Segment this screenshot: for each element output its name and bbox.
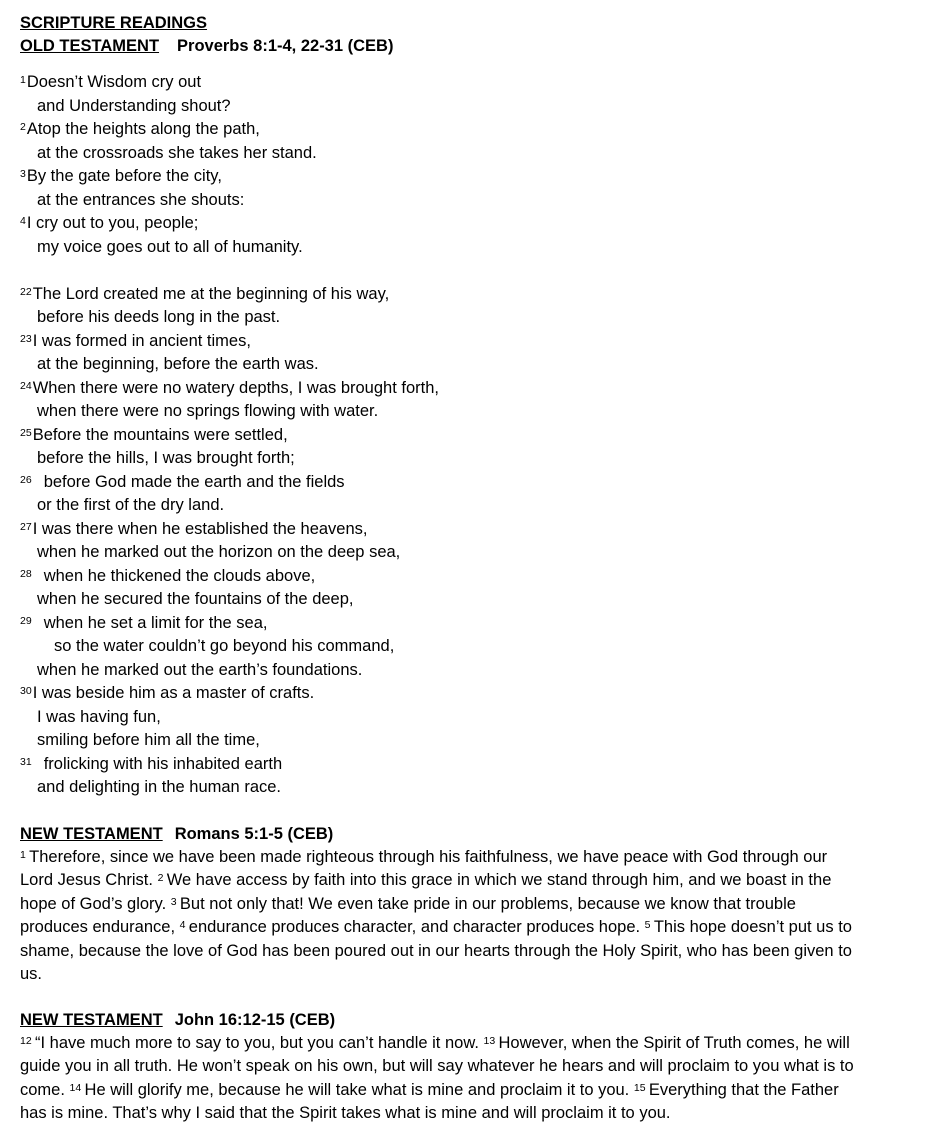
verse-line <box>20 541 925 565</box>
verse-line <box>20 330 925 354</box>
verse-line <box>20 471 925 495</box>
verse-text: guide you in all truth. He won’t speak on his own, but will say whatever he hears and will proclaim to you what is to <box>20 1057 854 1075</box>
verse-text: when he marked out the earth’s foundations. <box>37 660 363 679</box>
verse-text: us. <box>20 965 43 983</box>
verse-line <box>20 706 925 730</box>
john-passage <box>20 1032 925 1126</box>
verse-line <box>20 729 925 753</box>
passage-reference: John 16:12-15 (CEB) <box>174 1010 336 1029</box>
verse-text: at the beginning, before the earth was. <box>37 355 319 373</box>
verse-text: Atop the heights along the path, <box>26 120 260 138</box>
verse-text: We have access by faith into this grace in which we stand through him, and we boast in the <box>166 871 832 889</box>
verse-line <box>20 306 925 330</box>
passage-reference: Proverbs 8:1-4, 22-31 (CEB) <box>177 37 394 55</box>
verse-number: 2 <box>157 872 164 884</box>
verse-line <box>20 447 925 471</box>
verse-number: 28 <box>20 567 32 580</box>
verse-text: endurance produces character, and character produces hope. <box>188 918 645 936</box>
verse-text: He will glorify me, because he will take what is mine and proclaim it to you. <box>84 1080 634 1099</box>
verse-number: 30 <box>20 685 32 697</box>
verse-line <box>20 494 925 518</box>
verse-number: 23 <box>20 332 32 345</box>
verse-text: Lord Jesus Christ. <box>20 871 158 889</box>
verse-line <box>20 565 925 589</box>
verse-number: 1 <box>20 74 26 86</box>
verse-number: 14 <box>69 1081 82 1094</box>
verse-line <box>20 588 925 612</box>
section-label: NEW TESTAMENT <box>20 824 163 843</box>
verse-number: 2 <box>20 121 26 133</box>
verse-text: come. <box>20 1080 70 1099</box>
verse-number: 4 <box>179 919 186 931</box>
verse-line <box>20 142 925 166</box>
verse-text: I was formed in ancient times, <box>32 331 251 350</box>
verse-text: before God made the earth and the fields <box>43 472 345 491</box>
verse-number: 3 <box>20 168 26 180</box>
verse-line <box>20 753 925 777</box>
verse-line <box>20 283 925 307</box>
verse-number: 1 <box>20 848 26 861</box>
verse-text: “I have much more to say to you, but you can’t handle it now. <box>35 1033 484 1052</box>
verse-line <box>20 518 925 542</box>
verse-text: The Lord created me at the beginning of his way, <box>32 284 390 303</box>
verse-text: However, when the Spirit of Truth comes, he will <box>498 1033 850 1052</box>
verse-text: But not only that! We even take pride in our problems, because we know that trouble <box>179 894 796 913</box>
verse-number: 4 <box>20 215 26 227</box>
verse-text: at the entrances she shouts: <box>37 190 245 209</box>
verse-text: I was having fun, <box>37 707 161 726</box>
verse-text: has is mine. That’s why I said that the Spirit takes what is mine and will proclaim it to you. <box>20 1104 671 1122</box>
verse-number: 22 <box>20 285 32 298</box>
verse-text: my voice goes out to all of humanity. <box>37 237 303 256</box>
verse-text: Therefore, since we have been made righteous through his faithfulness, we have peace with God through our <box>29 847 828 866</box>
verse-line <box>20 424 925 448</box>
verse-line <box>20 189 925 213</box>
verse-number: 29 <box>20 614 32 627</box>
verse-text: before the hills, I was brought forth; <box>37 449 295 467</box>
verse-number: 27 <box>20 520 32 533</box>
verse-text: smiling before him all the time, <box>37 731 260 749</box>
verse-text: when there were no springs flowing with water. <box>37 402 379 420</box>
verse-line <box>20 776 925 800</box>
verse-text: By the gate before the city, <box>26 167 222 185</box>
verse-number: 25 <box>20 426 32 439</box>
passage-reference: Romans 5:1-5 (CEB) <box>174 824 334 843</box>
verse-line <box>20 635 925 659</box>
verse-text: I was there when he established the heavens, <box>32 519 368 538</box>
verse-text: I cry out to you, people; <box>26 214 199 232</box>
verse-line <box>20 353 925 377</box>
verse-number: 31 <box>20 755 32 768</box>
verse-text: produces endurance, <box>20 918 180 936</box>
verse-text: When there were no watery depths, I was brought forth, <box>32 378 439 397</box>
verse-text: hope of God’s glory. <box>20 894 171 913</box>
verse-number: 12 <box>20 1034 32 1047</box>
verse-text: I was beside him as a master of crafts. <box>32 684 315 702</box>
verse-line <box>20 71 925 95</box>
verse-text: at the crossroads she takes her stand. <box>37 143 317 162</box>
verse-line <box>20 236 925 260</box>
old-testament-heading <box>20 35 925 58</box>
verse-line <box>20 612 925 636</box>
verse-text: and delighting in the human race. <box>37 778 282 796</box>
verse-text: before his deeds long in the past. <box>37 308 281 326</box>
section-label: NEW TESTAMENT <box>20 1010 163 1029</box>
verse-line <box>20 400 925 424</box>
verse-text: This hope doesn’t put us to <box>653 918 852 936</box>
verse-number: 15 <box>633 1081 646 1094</box>
verse-number: 26 <box>20 473 32 486</box>
verse-text: when he secured the fountains of the deep, <box>37 590 354 608</box>
stanza-gap <box>20 259 925 283</box>
romans-heading <box>20 823 925 846</box>
verse-text: shame, because the love of God has been poured out in our hearts through the Holy Spirit, who has been given to <box>20 941 852 960</box>
verse-text: Doesn’t Wisdom cry out <box>26 73 202 91</box>
verse-text: Everything that the Father <box>648 1080 839 1099</box>
verse-line <box>20 377 925 401</box>
verse-line <box>20 118 925 142</box>
proverbs-passage <box>20 71 925 800</box>
verse-number: 5 <box>644 919 651 931</box>
verse-text: when he set a limit for the sea, <box>43 613 268 632</box>
verse-number: 3 <box>170 895 177 908</box>
section-label: OLD TESTAMENT <box>20 37 160 55</box>
scripture-document <box>20 12 925 1126</box>
verse-text: frolicking with his inhabited earth <box>43 754 283 773</box>
page-title: SCRIPTURE READINGS <box>20 14 208 32</box>
verse-line <box>20 659 925 683</box>
verse-text: when he thickened the clouds above, <box>43 566 316 585</box>
verse-number: 13 <box>483 1034 496 1047</box>
verse-number: 24 <box>20 379 32 392</box>
verse-text: when he marked out the horizon on the deep sea, <box>37 543 401 561</box>
verse-text: or the first of the dry land. <box>37 496 225 514</box>
verse-line <box>20 682 925 706</box>
john-heading <box>20 1009 925 1032</box>
verse-line <box>20 165 925 189</box>
verse-text: Before the mountains were settled, <box>32 425 288 444</box>
verse-text: and Understanding shout? <box>37 96 231 115</box>
verse-line <box>20 95 925 119</box>
romans-passage <box>20 846 925 987</box>
verse-line <box>20 212 925 236</box>
verse-text: so the water couldn’t go beyond his command, <box>54 637 395 655</box>
